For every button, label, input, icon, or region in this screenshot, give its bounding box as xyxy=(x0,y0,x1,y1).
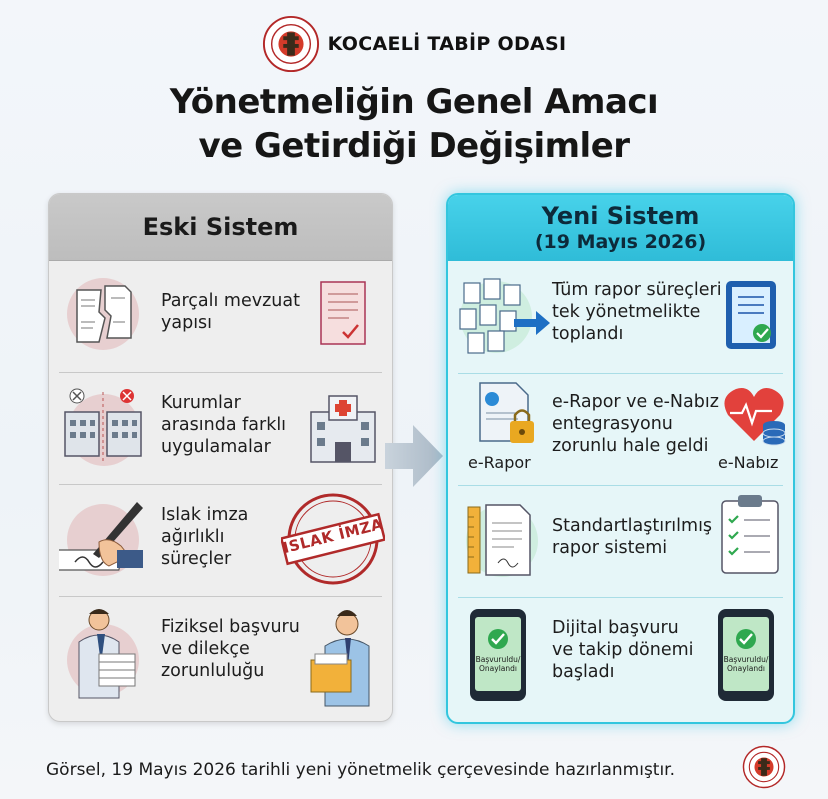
new-item-3-text xyxy=(552,515,712,559)
ruler-document-icon xyxy=(458,495,548,585)
new-system-heading: Yeni Sistem xyxy=(541,202,700,230)
approved-document-icon xyxy=(724,279,780,353)
divider xyxy=(59,484,382,485)
page-title xyxy=(0,80,828,168)
divider xyxy=(59,372,382,373)
text-line: süreçler xyxy=(161,549,232,569)
text-line: başladı xyxy=(552,662,615,682)
text-line: Standartlaştırılmış xyxy=(552,516,713,536)
title-line-2: ve Getirdiği Değişimler xyxy=(198,126,630,166)
new-item-4-text xyxy=(552,617,694,683)
text-line: zorunlu hale geldi xyxy=(552,436,709,456)
old-item-3 xyxy=(49,488,392,600)
old-item-2-text xyxy=(161,392,286,458)
new-item-1-text xyxy=(552,279,722,345)
enabiz-heart-icon xyxy=(722,383,788,447)
torn-document-icon xyxy=(63,272,143,352)
phone-status-label: Başvuruldu/ Onaylandı xyxy=(723,655,769,673)
text-line: ağırlıklı xyxy=(161,527,225,547)
old-item-3-text xyxy=(161,504,248,570)
tabip-odasi-logo-small xyxy=(742,745,786,789)
footer-caption: Görsel, 19 Mayıs 2026 tarihli yeni yönetmelik çerçevesinde hazırlanmıştır. xyxy=(46,760,676,780)
text-line: Kurumlar xyxy=(161,393,241,413)
person-with-folder-icon xyxy=(307,604,387,708)
old-item-1 xyxy=(49,264,392,376)
old-system-heading: Eski Sistem xyxy=(49,194,392,261)
hospital-icon xyxy=(59,382,149,468)
text-line: rapor sistemi xyxy=(552,538,668,558)
new-item-2 xyxy=(448,377,793,489)
text-line: zorunluluğu xyxy=(161,661,265,681)
divider xyxy=(458,597,783,598)
erapor-lock-icon xyxy=(474,379,540,449)
old-item-2 xyxy=(49,376,392,488)
old-item-1-text xyxy=(161,290,300,334)
transition-arrow-icon xyxy=(385,423,445,489)
text-line: Parçalı mevzuat xyxy=(161,291,300,311)
documents-merge-icon xyxy=(456,271,552,363)
text-line: uygulamalar xyxy=(161,437,271,457)
paperwork-person-icon xyxy=(59,604,149,704)
new-item-4 xyxy=(448,601,793,713)
text-line: tek yönetmelikte xyxy=(552,302,701,322)
header xyxy=(0,14,828,74)
text-line: e-Rapor ve e-Nabız xyxy=(552,392,719,412)
checklist-icon xyxy=(718,493,782,577)
title-line-1: Yönetmeliğin Genel Amacı xyxy=(169,82,659,122)
stamp-label: ISLAK İMZA xyxy=(281,514,385,558)
divider xyxy=(59,596,382,597)
divider xyxy=(458,373,783,374)
text-line: ve takip dönemi xyxy=(552,640,694,660)
text-line: Dijital başvuru xyxy=(552,618,679,638)
text-line: Islak imza xyxy=(161,505,249,525)
tabip-odasi-logo xyxy=(262,15,320,73)
divider xyxy=(458,485,783,486)
text-line: yapısı xyxy=(161,313,213,333)
enabiz-label: e-Nabız xyxy=(718,453,779,472)
text-line: toplandı xyxy=(552,324,624,344)
text-line: arasında farklı xyxy=(161,415,287,435)
phone-status-label: Başvuruldu/ Onaylandı xyxy=(475,655,521,673)
checked-document-icon xyxy=(317,278,369,348)
new-system-date: (19 Mayıs 2026) xyxy=(534,231,707,253)
signature-icon xyxy=(59,494,149,580)
text-line: Tüm rapor süreçleri xyxy=(552,280,722,300)
text-line: Fiziksel başvuru xyxy=(161,617,300,637)
new-system-header xyxy=(448,195,793,261)
new-system-panel xyxy=(446,193,795,724)
hospital-building-icon xyxy=(303,386,383,466)
org-name: KOCAELİ TABİP ODASI xyxy=(327,33,567,55)
old-system-panel xyxy=(48,193,393,722)
text-line: ve dilekçe xyxy=(161,639,250,659)
new-item-3 xyxy=(448,489,793,601)
new-item-2-text xyxy=(552,391,719,457)
erapor-label: e-Rapor xyxy=(468,453,531,472)
new-item-1 xyxy=(448,265,793,377)
old-item-4 xyxy=(49,600,392,712)
old-item-4-text xyxy=(161,616,300,682)
text-line: entegrasyonu xyxy=(552,414,673,434)
